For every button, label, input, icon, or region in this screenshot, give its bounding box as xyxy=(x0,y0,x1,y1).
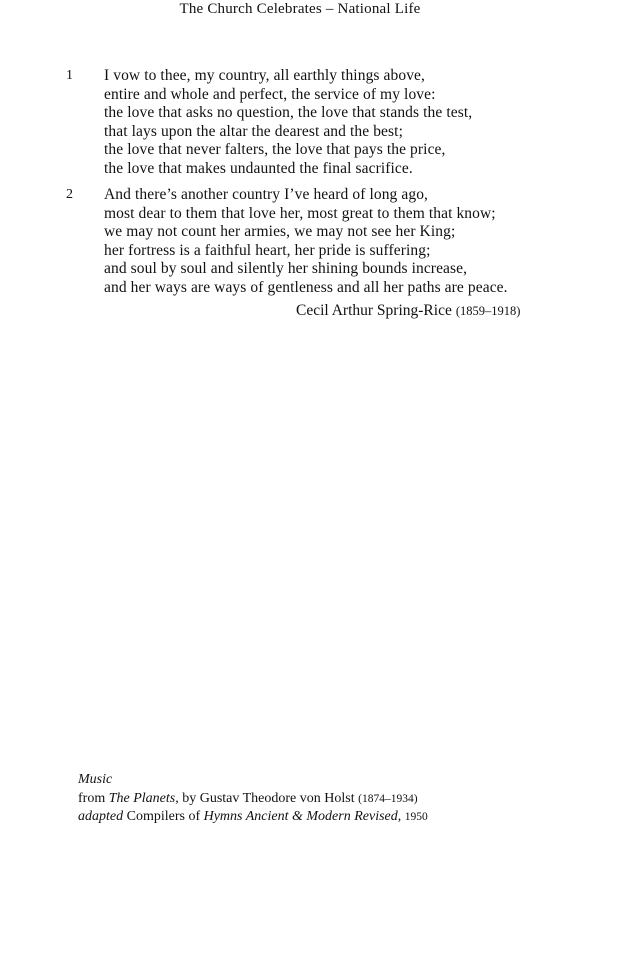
running-head: The Church Celebrates – National Life xyxy=(179,1,421,17)
author-dates: (1859–1918) xyxy=(455,304,521,318)
verse-lines xyxy=(104,186,508,298)
music-credits xyxy=(78,771,428,827)
music-source-line xyxy=(78,790,428,809)
author-name: Cecil Arthur Spring-Rice xyxy=(296,302,452,319)
adapted-label: adapted xyxy=(78,809,124,824)
verse-number: 2 xyxy=(66,187,73,202)
verse-line: the love that never falters, the love that pays the price, xyxy=(104,141,446,159)
verse-line: and soul by soul and silently her shining bounds increase, xyxy=(104,260,468,278)
music-adaptation-line xyxy=(78,808,428,827)
verse-line: and her ways are ways of gentleness and all her paths are peace. xyxy=(104,278,508,296)
adaptation-separator: , xyxy=(397,809,405,824)
adaptation-year: 1950 xyxy=(404,811,428,823)
hymnal-title: Hymns Ancient & Modern Revised xyxy=(203,809,398,824)
music-source-prefix: from xyxy=(78,790,109,806)
music-composer: , by Gustav Theodore von Holst xyxy=(175,790,359,806)
composer-dates: (1874–1934) xyxy=(358,792,418,805)
verse-line: I vow to thee, my country, all earthly things above, xyxy=(104,67,426,84)
music-work-title: The Planets xyxy=(108,790,176,806)
author-attribution xyxy=(296,302,520,320)
verse-line: entire and whole and perfect, the service of my love: xyxy=(104,85,436,103)
verse-line: the love that asks no question, the love that stands the test, xyxy=(104,104,473,122)
verse-line: we may not count her armies, we may not see her King; xyxy=(104,223,456,241)
verse-line: her fortress is a faithful heart, her pride is suffering; xyxy=(104,241,431,259)
verse-line: most dear to them that love her, most great to them that know; xyxy=(104,204,496,222)
verse-line: the love that makes undaunted the final sacrifice. xyxy=(104,159,413,177)
verse-number: 1 xyxy=(66,68,73,83)
adaptation-by: Compilers of xyxy=(123,809,204,824)
verse-line: that lays upon the altar the dearest and the best; xyxy=(104,122,403,140)
verse-line: And there’s another country I’ve heard of long ago, xyxy=(104,186,429,203)
music-heading: Music xyxy=(78,772,113,787)
verse-lines xyxy=(104,67,472,179)
